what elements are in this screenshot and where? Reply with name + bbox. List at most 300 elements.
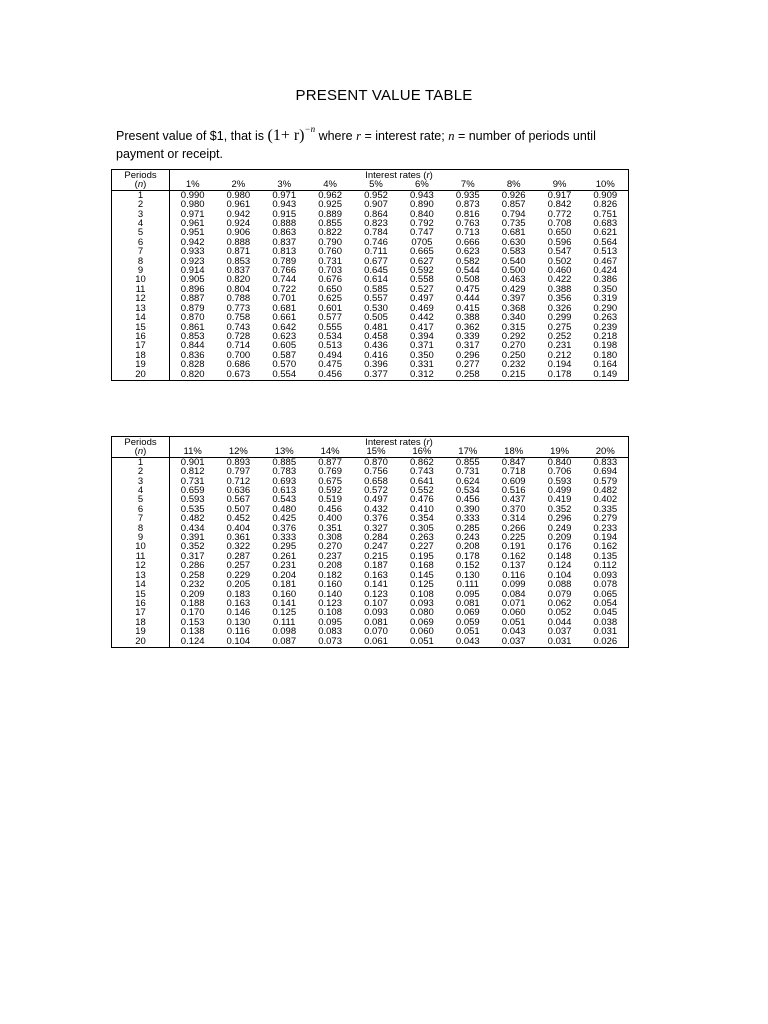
pv-factor-cell: 0.840 [547, 456, 572, 468]
pv-factor-cell: 0.758 [226, 312, 251, 324]
period-cell: 18 [112, 618, 170, 627]
pv-factor-cell: 0.227 [410, 541, 434, 553]
rate-header: 15% [353, 447, 399, 457]
pv-factor-cell: 0.031 [547, 635, 572, 647]
formula-exponent: −n [304, 124, 316, 134]
period-cell: 11 [112, 552, 170, 561]
pv-factor-cell: 0.885 [272, 456, 297, 468]
pv-factor-cell: 0.789 [272, 255, 297, 267]
pv-factor-cell: 0.744 [272, 274, 297, 286]
period-cell: 4 [112, 219, 170, 228]
period-cell: 6 [112, 238, 170, 247]
pv-factor-cell: 0.481 [364, 321, 388, 333]
pv-factor-cell: 0.804 [226, 283, 251, 295]
pv-factor-cell: 0.176 [547, 541, 572, 553]
pv-factor-cell: 0.043 [501, 626, 526, 638]
pv-factor-cell: 0.141 [364, 579, 388, 591]
pv-factor-cell: 0.098 [272, 626, 297, 638]
pv-factor-cell: 0.160 [318, 579, 342, 591]
pv-factor-cell: 0.613 [272, 485, 297, 497]
period-cell: 10 [112, 542, 170, 551]
pv-factor-cell: 0.073 [318, 635, 342, 647]
pv-factor-cell: 0.107 [364, 597, 388, 609]
pv-factor-cell: 0.624 [455, 475, 480, 487]
r-variable: r [356, 129, 361, 143]
pv-factor-cell: 0.081 [364, 616, 388, 628]
pv-factor-cell: 0.519 [318, 494, 342, 506]
pv-factor-cell: 0.305 [410, 522, 434, 534]
pv-factor-cell: 0.713 [455, 227, 480, 239]
pv-factor-cell: 0.587 [272, 349, 297, 361]
pv-factor-cell: 0.218 [593, 330, 618, 342]
pv-factor-cell: 0.650 [318, 283, 342, 295]
pv-factor-cell: 0.351 [318, 522, 342, 534]
pv-factor-cell: 0.249 [547, 522, 572, 534]
page-title: PRESENT VALUE TABLE [295, 87, 473, 104]
pv-factor-cell: 0.099 [501, 579, 526, 591]
pv-factor-cell: 0.813 [272, 246, 297, 258]
pv-factor-cell: 0.728 [226, 330, 251, 342]
pv-factor-cell: 0.564 [593, 236, 618, 248]
pv-factor-cell: 0.333 [455, 513, 480, 525]
pv-factor-cell: 0.751 [593, 208, 618, 220]
pv-factor-cell: 0.906 [226, 227, 251, 239]
pv-factor-cell: 0.543 [272, 494, 297, 506]
pv-factor-cell: 0.467 [593, 255, 618, 267]
pv-factor-cell: 0.416 [364, 349, 388, 361]
pv-factor-cell: 0.558 [410, 274, 434, 286]
pv-factor-cell: 0.390 [455, 503, 480, 515]
pv-factor-cell: 0.703 [318, 265, 342, 277]
pv-factor-cell: 0.410 [410, 503, 434, 515]
pv-factor-cell: 0.943 [410, 189, 434, 201]
pv-factor-cell: 0.456 [455, 494, 480, 506]
pv-factor-cell: 0.907 [364, 199, 388, 211]
period-cell: 19 [112, 627, 170, 636]
pv-factor-cell: 0.170 [180, 607, 205, 619]
pv-factor-cell: 0.693 [272, 475, 297, 487]
pv-factor-cell: 0.694 [593, 466, 618, 478]
pv-factor-cell: 0.535 [180, 503, 205, 515]
rate-header: 3% [261, 180, 307, 190]
pv-factor-cell: 0.277 [455, 359, 480, 371]
pv-factor-cell: 0.627 [410, 255, 434, 267]
pv-factor-cell: 0.093 [410, 597, 434, 609]
pv-factor-cell: 0.826 [593, 199, 618, 211]
pv-factor-cell: 0.257 [226, 560, 251, 572]
pv-factor-cell: 0.527 [410, 283, 434, 295]
pv-factor-cell: 0.942 [180, 236, 205, 248]
pv-factor-cell: 0.060 [410, 626, 434, 638]
pv-factor-cell: 0.377 [364, 368, 388, 380]
pv-factor-cell: 0.901 [180, 456, 205, 468]
period-cell: 14 [112, 580, 170, 589]
pv-factor-cell: 0.284 [364, 532, 388, 544]
pv-factor-cell: 0.333 [272, 532, 297, 544]
pv-factor-cell: 0.890 [410, 199, 434, 211]
pv-factor-cell: 0.747 [410, 227, 434, 239]
period-cell: 16 [112, 332, 170, 341]
pv-factor-cell: 0.078 [593, 579, 618, 591]
pv-factor-cell: 0.760 [318, 246, 342, 258]
pv-factor-cell: 0.823 [364, 218, 388, 230]
pv-table-2 [111, 436, 629, 648]
pv-factor-cell: 0.208 [455, 541, 480, 553]
pv-factor-cell: 0.229 [226, 569, 251, 581]
pv-factor-cell: 0.893 [226, 456, 251, 468]
pv-factor-cell: 0.296 [547, 513, 572, 525]
pv-factor-cell: 0.065 [593, 588, 618, 600]
pv-factor-cell: 0.422 [547, 274, 572, 286]
pv-factor-cell: 0.130 [226, 616, 251, 628]
r-description: = interest rate; [364, 129, 445, 143]
pv-factor-cell: 0.676 [318, 274, 342, 286]
pv-factor-cell: 0.187 [364, 560, 388, 572]
pv-factor-cell: 0.820 [226, 274, 251, 286]
pv-factor-cell: 0.104 [547, 569, 572, 581]
pv-factor-cell: 0.570 [272, 359, 297, 371]
pv-factor-cell: 0.816 [455, 208, 480, 220]
pv-factor-cell: 0.425 [272, 513, 297, 525]
pv-factor-cell: 0.766 [272, 265, 297, 277]
period-cell: 8 [112, 257, 170, 266]
pv-factor-cell: 0.534 [318, 330, 342, 342]
pv-factor-cell: 0.458 [364, 330, 388, 342]
pv-factor-cell: 0.980 [226, 189, 251, 201]
intro-line2: payment or receipt. [116, 147, 223, 161]
pv-factor-cell: 0.270 [318, 541, 342, 553]
pv-factor-cell: 0.630 [501, 236, 526, 248]
pv-factor-cell: 0.642 [272, 321, 297, 333]
pv-factor-cell: 0.942 [226, 208, 251, 220]
pv-factor-cell: 0.111 [273, 616, 296, 628]
pv-factor-cell: 0.162 [501, 550, 526, 562]
pv-factor-cell: 0.258 [180, 569, 205, 581]
pv-factor-cell: 0.844 [180, 340, 205, 352]
pv-factor-cell: 0.145 [410, 569, 434, 581]
pv-factor-cell: 0.905 [180, 274, 205, 286]
pv-factor-cell: 0.287 [226, 550, 251, 562]
pv-factor-cell: 0.513 [318, 340, 342, 352]
pv-factor-cell: 0.772 [547, 208, 572, 220]
rate-header: 1% [170, 180, 216, 190]
n-label: (n) [112, 180, 170, 190]
pv-factor-cell: 0.708 [547, 218, 572, 230]
pv-factor-cell: 0.650 [547, 227, 572, 239]
pv-factor-cell: 0.842 [547, 199, 572, 211]
pv-factor-cell: 0.735 [501, 218, 526, 230]
pv-factor-cell: 0.299 [547, 312, 572, 324]
pv-factor-cell: 0.605 [272, 340, 297, 352]
pv-factor-cell: 0.505 [364, 312, 388, 324]
periods-label: Periods [112, 437, 170, 448]
period-cell: 15 [112, 323, 170, 332]
pv-factor-cell: 0.081 [455, 597, 480, 609]
pv-factor-cell: 0.706 [547, 466, 572, 478]
pv-factor-cell: 0.889 [318, 208, 342, 220]
period-cell: 2 [112, 467, 170, 476]
pv-factor-cell: 0.476 [410, 494, 434, 506]
pv-factor-cell: 0.677 [364, 255, 388, 267]
rate-header: 19% [537, 447, 583, 457]
period-cell: 17 [112, 608, 170, 617]
pv-factor-cell: 0.828 [180, 359, 205, 371]
pv-factor-cell: 0.079 [547, 588, 572, 600]
period-cell: 13 [112, 304, 170, 313]
pv-factor-cell: 0.149 [593, 368, 618, 380]
period-cell: 8 [112, 524, 170, 533]
period-cell: 15 [112, 590, 170, 599]
pv-factor-cell: 0.148 [547, 550, 572, 562]
pv-factor-cell: 0.194 [593, 532, 618, 544]
pv-factor-cell: 0.080 [410, 607, 434, 619]
pv-factor-cell: 0.037 [547, 626, 572, 638]
pv-factor-cell: 0.497 [364, 494, 388, 506]
pv-factor-cell: 0.051 [455, 626, 480, 638]
pv-factor-cell: 0.915 [272, 208, 297, 220]
pv-factor-cell: 0.052 [547, 607, 572, 619]
pv-factor-cell: 0.593 [547, 475, 572, 487]
pv-factor-cell: 0.215 [501, 368, 526, 380]
rate-header: 14% [307, 447, 353, 457]
pv-factor-cell: 0.661 [272, 312, 297, 324]
pv-factor-cell: 0.475 [455, 283, 480, 295]
pv-factor-cell: 0.095 [318, 616, 342, 628]
pv-factor-cell: 0.513 [593, 246, 618, 258]
pv-factor-cell: 0.572 [364, 485, 388, 497]
pv-factor-cell: 0.582 [455, 255, 480, 267]
pv-factor-cell: 0.183 [226, 588, 251, 600]
pv-factor-cell: 0.544 [455, 265, 480, 277]
pv-factor-cell: 0.415 [455, 302, 480, 314]
pv-factor-cell: 0.317 [455, 340, 480, 352]
pv-factor-cell: 0.250 [501, 349, 526, 361]
pv-factor-cell: 0.769 [318, 466, 342, 478]
pv-factor-cell: 0.195 [410, 550, 434, 562]
pv-table-1 [111, 169, 629, 381]
pv-factor-cell: 0.124 [547, 560, 572, 572]
pv-factor-cell: 0.205 [226, 579, 251, 591]
pv-factor-cell: 0.088 [547, 579, 572, 591]
pv-factor-cell: 0.475 [318, 359, 342, 371]
pv-factor-cell: 0.820 [180, 368, 205, 380]
pv-factor-cell: 0.404 [226, 522, 251, 534]
pv-factor-cell: 0.031 [593, 626, 618, 638]
pv-factor-cell: 0.083 [318, 626, 342, 638]
pv-factor-cell: 0.579 [593, 475, 618, 487]
period-cell: 13 [112, 571, 170, 580]
pv-factor-cell: 0.388 [547, 283, 572, 295]
pv-factor-cell: 0.051 [410, 635, 434, 647]
pv-factor-cell: 0.152 [455, 560, 480, 572]
pv-factor-cell: 0.394 [410, 330, 434, 342]
pv-factor-cell: 0.237 [318, 550, 342, 562]
pv-factor-cell: 0.683 [593, 218, 618, 230]
pv-factor-cell: 0.168 [410, 560, 434, 572]
rate-header: 4% [307, 180, 353, 190]
period-cell: 17 [112, 341, 170, 350]
period-cell: 18 [112, 351, 170, 360]
pv-factor-cell: 0.436 [364, 340, 388, 352]
period-cell: 19 [112, 360, 170, 369]
period-cell: 9 [112, 533, 170, 542]
pv-factor-cell: 0.290 [593, 302, 618, 314]
pv-factor-cell: 0.429 [501, 283, 526, 295]
pv-factor-cell: 0705 [411, 236, 433, 248]
pv-factor-cell: 0.215 [364, 550, 388, 562]
pv-factor-cell: 0.681 [272, 302, 297, 314]
pv-factor-cell: 0.362 [455, 321, 480, 333]
rate-header: 17% [445, 447, 491, 457]
pv-factor-cell: 0.797 [226, 466, 251, 478]
pv-factor-cell: 0.386 [593, 274, 618, 286]
pv-factor-cell: 0.731 [180, 475, 205, 487]
period-cell: 3 [112, 210, 170, 219]
pv-factor-cell: 0.763 [455, 218, 480, 230]
period-cell: 12 [112, 561, 170, 570]
pv-factor-cell: 0.887 [180, 293, 205, 305]
pv-factor-cell: 0.084 [501, 588, 526, 600]
pv-factor-cell: 0.917 [547, 189, 572, 201]
pv-factor-cell: 0.231 [547, 340, 572, 352]
pv-factor-cell: 0.456 [318, 503, 342, 515]
pv-factor-cell: 0.853 [180, 330, 205, 342]
period-cell: 2 [112, 200, 170, 209]
pv-factor-cell: 0.923 [180, 255, 205, 267]
pv-factor-cell: 0.790 [318, 236, 342, 248]
pv-factor-cell: 0.837 [272, 236, 297, 248]
pv-factor-cell: 0.456 [318, 368, 342, 380]
pv-factor-cell: 0.665 [410, 246, 434, 258]
pv-factor-cell: 0.116 [226, 626, 250, 638]
pv-factor-cell: 0.312 [410, 368, 434, 380]
period-cell: 3 [112, 477, 170, 486]
pv-factor-cell: 0.356 [547, 293, 572, 305]
pv-factor-cell: 0.231 [272, 560, 297, 572]
pv-factor-cell: 0.686 [226, 359, 251, 371]
pv-factor-cell: 0.396 [364, 359, 388, 371]
pv-factor-cell: 0.123 [364, 588, 388, 600]
pv-factor-cell: 0.500 [501, 265, 526, 277]
pv-factor-cell: 0.108 [410, 588, 434, 600]
pv-factor-cell: 0.164 [593, 359, 618, 371]
pv-factor-cell: 0.840 [410, 208, 434, 220]
pv-factor-cell: 0.896 [180, 283, 205, 295]
pv-factor-cell: 0.812 [180, 466, 205, 478]
pv-factor-cell: 0.442 [410, 312, 434, 324]
pv-factor-cell: 0.924 [226, 218, 251, 230]
pv-factor-cell: 0.181 [272, 579, 297, 591]
pv-factor-cell: 0.059 [455, 616, 480, 628]
pv-factor-cell: 0.567 [226, 494, 251, 506]
pv-factor-cell: 0.137 [501, 560, 526, 572]
pv-factor-cell: 0.037 [501, 635, 526, 647]
pv-factor-cell: 0.743 [410, 466, 434, 478]
pv-factor-cell: 0.051 [501, 616, 526, 628]
pv-factor-cell: 0.153 [180, 616, 205, 628]
pv-factor-cell: 0.209 [180, 588, 205, 600]
pv-factor-cell: 0.585 [364, 283, 388, 295]
header-row-rates [112, 180, 629, 190]
pv-factor-cell: 0.534 [455, 485, 480, 497]
pv-factor-cell: 0.583 [501, 246, 526, 258]
period-cell: 9 [112, 266, 170, 275]
pv-factor-cell: 0.331 [410, 359, 434, 371]
pv-factor-cell: 0.232 [501, 359, 526, 371]
pv-factor-cell: 0.623 [455, 246, 480, 258]
pv-factor-cell: 0.292 [501, 330, 526, 342]
interest-rates-text: Interest rates (r) [365, 437, 433, 448]
pv-factor-cell: 0.212 [547, 349, 572, 361]
period-cell: 6 [112, 505, 170, 514]
pv-factor-cell: 0.452 [226, 513, 251, 525]
pv-factor-cell: 0.160 [272, 588, 297, 600]
pv-factor-cell: 0.971 [180, 208, 205, 220]
pv-factor-cell: 0.870 [180, 312, 205, 324]
pv-factor-cell: 0.555 [318, 321, 342, 333]
pv-factor-cell: 0.971 [272, 189, 297, 201]
interest-rates-text: Interest rates (r) [365, 170, 433, 181]
pv-factor-cell: 0.480 [272, 503, 297, 515]
table-row [112, 637, 629, 648]
rate-header: 11% [170, 447, 216, 457]
pv-factor-cell: 0.614 [364, 274, 388, 286]
pv-factor-cell: 0.731 [455, 466, 480, 478]
pv-factor-cell: 0.296 [455, 349, 480, 361]
pv-factor-cell: 0.140 [318, 588, 342, 600]
pv-factor-cell: 0.038 [593, 616, 618, 628]
pv-factor-cell: 0.317 [180, 550, 205, 562]
pv-factor-cell: 0.180 [593, 349, 618, 361]
rate-header: 9% [537, 180, 583, 190]
pv-factor-cell: 0.146 [226, 607, 251, 619]
pv-factor-cell: 0.209 [547, 532, 572, 544]
pv-factor-cell: 0.361 [226, 532, 251, 544]
pv-factor-cell: 0.108 [318, 607, 342, 619]
periods-label: Periods [112, 170, 170, 181]
pv-factor-cell: 0.577 [318, 312, 342, 324]
pv-factor-cell: 0.943 [272, 199, 297, 211]
pv-factor-cell: 0.400 [318, 513, 342, 525]
pv-factor-cell: 0.460 [547, 265, 572, 277]
rate-header: 20% [583, 447, 629, 457]
pv-factor-cell: 0.681 [501, 227, 526, 239]
period-cell: 1 [112, 190, 170, 200]
pv-factor-cell: 0.499 [547, 485, 572, 497]
pv-factor-cell: 0.863 [272, 227, 297, 239]
pv-factor-cell: 0.388 [455, 312, 480, 324]
pv-factor-cell: 0.879 [180, 302, 205, 314]
pv-factor-cell: 0.352 [180, 541, 205, 553]
pv-factor-cell: 0.746 [364, 236, 388, 248]
n-label: (n) [112, 447, 170, 457]
pv-factor-cell: 0.673 [226, 368, 251, 380]
period-cell: 5 [112, 495, 170, 504]
pv-factor-cell: 0.354 [410, 513, 434, 525]
pv-factor-cell: 0.864 [364, 208, 388, 220]
pv-factor-cell: 0.350 [593, 283, 618, 295]
pv-factor-cell: 0.352 [547, 503, 572, 515]
pv-factor-cell: 0.961 [226, 199, 251, 211]
pv-factor-cell: 0.623 [272, 330, 297, 342]
pv-factor-cell: 0.285 [455, 522, 480, 534]
pv-factor-cell: 0.225 [501, 532, 526, 544]
pv-factor-cell: 0.339 [455, 330, 480, 342]
pv-factor-cell: 0.340 [501, 312, 526, 324]
pv-factor-cell: 0.833 [593, 456, 618, 468]
period-cell: 11 [112, 285, 170, 294]
pv-factor-cell: 0.731 [318, 255, 342, 267]
